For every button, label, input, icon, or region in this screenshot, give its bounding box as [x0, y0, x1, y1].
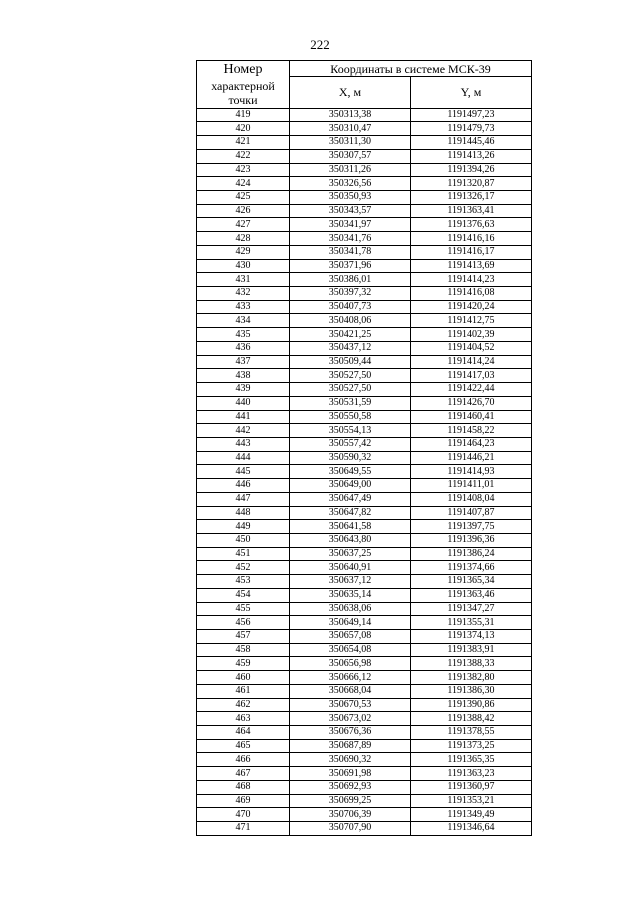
point-number-cell: 433: [197, 300, 290, 314]
table-row: [197, 479, 532, 493]
x-coordinate-cell: 350590,32: [290, 451, 411, 465]
y-coordinate-cell: 1191417,03: [411, 369, 532, 383]
y-coordinate-cell: 1191388,42: [411, 712, 532, 726]
y-coordinate-cell: 1191408,04: [411, 492, 532, 506]
coordinates-table: [196, 60, 532, 836]
point-number-cell: 447: [197, 492, 290, 506]
x-coordinate-cell: 350343,57: [290, 204, 411, 218]
point-number-cell: 440: [197, 396, 290, 410]
y-column-header: Y, м: [411, 77, 532, 108]
table-row: [197, 643, 532, 657]
y-coordinate-cell: 1191445,46: [411, 136, 532, 150]
table-row: [197, 341, 532, 355]
table-row: [197, 575, 532, 589]
x-coordinate-cell: 350341,78: [290, 245, 411, 259]
point-number-cell: 453: [197, 575, 290, 589]
point-number-header: [197, 61, 290, 109]
y-coordinate-cell: 1191407,87: [411, 506, 532, 520]
y-coordinate-cell: 1191349,49: [411, 808, 532, 822]
x-coordinate-cell: 350647,82: [290, 506, 411, 520]
x-coordinate-cell: 350666,12: [290, 671, 411, 685]
table-row: [197, 794, 532, 808]
x-coordinate-cell: 350670,53: [290, 698, 411, 712]
x-coordinate-cell: 350706,39: [290, 808, 411, 822]
y-coordinate-cell: 1191414,24: [411, 355, 532, 369]
table-row: [197, 588, 532, 602]
x-coordinate-cell: 350638,06: [290, 602, 411, 616]
table-row: [197, 561, 532, 575]
x-coordinate-cell: 350690,32: [290, 753, 411, 767]
y-coordinate-cell: 1191374,13: [411, 630, 532, 644]
table-row: [197, 698, 532, 712]
point-number-cell: 429: [197, 245, 290, 259]
y-coordinate-cell: 1191383,91: [411, 643, 532, 657]
table-row: [197, 657, 532, 671]
point-number-cell: 434: [197, 314, 290, 328]
table-row: [197, 739, 532, 753]
y-coordinate-cell: 1191326,17: [411, 191, 532, 205]
table-row: [197, 204, 532, 218]
point-number-cell: 448: [197, 506, 290, 520]
point-number-cell: 419: [197, 108, 290, 122]
x-coordinate-cell: 350637,25: [290, 547, 411, 561]
table-row: [197, 684, 532, 698]
y-coordinate-cell: 1191397,75: [411, 520, 532, 534]
x-coordinate-cell: 350341,97: [290, 218, 411, 232]
x-coordinate-cell: 350311,30: [290, 136, 411, 150]
point-number-cell: 438: [197, 369, 290, 383]
point-number-cell: 428: [197, 232, 290, 246]
coordinate-system-header: Координаты в системе МСК-39: [290, 61, 532, 77]
table-row: [197, 767, 532, 781]
x-coordinate-cell: 350557,42: [290, 437, 411, 451]
point-number-cell: 436: [197, 341, 290, 355]
point-number-cell: 471: [197, 822, 290, 836]
table-row: [197, 712, 532, 726]
x-coordinate-cell: 350668,04: [290, 684, 411, 698]
x-coordinate-cell: 350649,55: [290, 465, 411, 479]
point-number-cell: 468: [197, 780, 290, 794]
point-number-cell: 462: [197, 698, 290, 712]
point-number-cell: 450: [197, 533, 290, 547]
x-coordinate-cell: 350437,12: [290, 341, 411, 355]
y-coordinate-cell: 1191479,73: [411, 122, 532, 136]
x-coordinate-cell: 350692,93: [290, 780, 411, 794]
table-row: [197, 300, 532, 314]
table-row: [197, 273, 532, 287]
x-coordinate-cell: 350656,98: [290, 657, 411, 671]
x-coordinate-cell: 350527,50: [290, 369, 411, 383]
point-number-cell: 465: [197, 739, 290, 753]
y-coordinate-cell: 1191363,41: [411, 204, 532, 218]
point-number-subtitle: характерной точки: [211, 79, 275, 107]
y-coordinate-cell: 1191404,52: [411, 341, 532, 355]
x-coordinate-cell: 350311,26: [290, 163, 411, 177]
x-coordinate-cell: 350307,57: [290, 149, 411, 163]
x-coordinate-cell: 350310,47: [290, 122, 411, 136]
y-coordinate-cell: 1191374,66: [411, 561, 532, 575]
table-row: [197, 410, 532, 424]
point-number-cell: 470: [197, 808, 290, 822]
y-coordinate-cell: 1191347,27: [411, 602, 532, 616]
x-coordinate-cell: 350654,08: [290, 643, 411, 657]
x-coordinate-cell: 350386,01: [290, 273, 411, 287]
x-coordinate-cell: 350643,80: [290, 533, 411, 547]
y-coordinate-cell: 1191460,41: [411, 410, 532, 424]
table-row: [197, 437, 532, 451]
y-coordinate-cell: 1191413,26: [411, 149, 532, 163]
table-row: [197, 451, 532, 465]
y-coordinate-cell: 1191416,16: [411, 232, 532, 246]
point-number-cell: 431: [197, 273, 290, 287]
point-number-cell: 463: [197, 712, 290, 726]
x-coordinate-cell: 350407,73: [290, 300, 411, 314]
point-number-cell: 459: [197, 657, 290, 671]
table-row: [197, 314, 532, 328]
table-row: [197, 492, 532, 506]
y-coordinate-cell: 1191464,23: [411, 437, 532, 451]
table-row: [197, 533, 532, 547]
x-column-header: X, м: [290, 77, 411, 108]
table-row: [197, 108, 532, 122]
y-coordinate-cell: 1191353,21: [411, 794, 532, 808]
x-coordinate-cell: 350649,00: [290, 479, 411, 493]
x-coordinate-cell: 350408,06: [290, 314, 411, 328]
y-coordinate-cell: 1191382,80: [411, 671, 532, 685]
x-coordinate-cell: 350673,02: [290, 712, 411, 726]
table-row: [197, 630, 532, 644]
x-coordinate-cell: 350691,98: [290, 767, 411, 781]
y-coordinate-cell: 1191422,44: [411, 383, 532, 397]
table-row: [197, 287, 532, 301]
y-coordinate-cell: 1191420,24: [411, 300, 532, 314]
table-row: [197, 232, 532, 246]
table-row: [197, 259, 532, 273]
point-number-cell: 432: [197, 287, 290, 301]
point-number-cell: 464: [197, 726, 290, 740]
table-row: [197, 780, 532, 794]
y-coordinate-cell: 1191360,97: [411, 780, 532, 794]
x-coordinate-cell: 350550,58: [290, 410, 411, 424]
y-coordinate-cell: 1191458,22: [411, 424, 532, 438]
point-number-cell: 441: [197, 410, 290, 424]
table-row: [197, 547, 532, 561]
table-row: [197, 177, 532, 191]
table-row: [197, 191, 532, 205]
table-row: [197, 122, 532, 136]
x-coordinate-cell: 350641,58: [290, 520, 411, 534]
y-coordinate-cell: 1191386,30: [411, 684, 532, 698]
y-coordinate-cell: 1191346,64: [411, 822, 532, 836]
y-coordinate-cell: 1191414,23: [411, 273, 532, 287]
point-number-cell: 444: [197, 451, 290, 465]
point-number-cell: 439: [197, 383, 290, 397]
x-coordinate-cell: 350637,12: [290, 575, 411, 589]
point-number-cell: 452: [197, 561, 290, 575]
y-coordinate-cell: 1191402,39: [411, 328, 532, 342]
point-number-cell: 454: [197, 588, 290, 602]
y-coordinate-cell: 1191426,70: [411, 396, 532, 410]
x-coordinate-cell: 350341,76: [290, 232, 411, 246]
point-number-cell: 461: [197, 684, 290, 698]
table-row: [197, 396, 532, 410]
table-row: [197, 163, 532, 177]
x-coordinate-cell: 350699,25: [290, 794, 411, 808]
table-row: [197, 671, 532, 685]
table-row: [197, 726, 532, 740]
y-coordinate-cell: 1191416,17: [411, 245, 532, 259]
table-row: [197, 355, 532, 369]
point-number-cell: 446: [197, 479, 290, 493]
table-row: [197, 218, 532, 232]
y-coordinate-cell: 1191446,21: [411, 451, 532, 465]
y-coordinate-cell: 1191355,31: [411, 616, 532, 630]
y-coordinate-cell: 1191396,36: [411, 533, 532, 547]
point-number-cell: 427: [197, 218, 290, 232]
y-coordinate-cell: 1191365,34: [411, 575, 532, 589]
point-number-cell: 469: [197, 794, 290, 808]
table-row: [197, 369, 532, 383]
y-coordinate-cell: 1191320,87: [411, 177, 532, 191]
point-number-cell: 458: [197, 643, 290, 657]
point-number-cell: 456: [197, 616, 290, 630]
y-coordinate-cell: 1191373,25: [411, 739, 532, 753]
table-row: [197, 465, 532, 479]
point-number-cell: 426: [197, 204, 290, 218]
y-coordinate-cell: 1191413,69: [411, 259, 532, 273]
point-number-cell: 422: [197, 149, 290, 163]
point-number-cell: 424: [197, 177, 290, 191]
x-coordinate-cell: 350397,32: [290, 287, 411, 301]
point-number-cell: 430: [197, 259, 290, 273]
point-number-cell: 425: [197, 191, 290, 205]
table-body: [197, 108, 532, 835]
y-coordinate-cell: 1191365,35: [411, 753, 532, 767]
table-row: [197, 424, 532, 438]
y-coordinate-cell: 1191388,33: [411, 657, 532, 671]
x-coordinate-cell: 350509,44: [290, 355, 411, 369]
y-coordinate-cell: 1191378,55: [411, 726, 532, 740]
x-coordinate-cell: 350531,59: [290, 396, 411, 410]
page-number: 222: [310, 37, 330, 52]
table-row: [197, 822, 532, 836]
table-row: [197, 506, 532, 520]
x-coordinate-cell: 350707,90: [290, 822, 411, 836]
x-coordinate-cell: 350421,25: [290, 328, 411, 342]
y-coordinate-cell: 1191394,26: [411, 163, 532, 177]
point-number-cell: 435: [197, 328, 290, 342]
point-number-cell: 467: [197, 767, 290, 781]
x-coordinate-cell: 350687,89: [290, 739, 411, 753]
y-coordinate-cell: 1191414,93: [411, 465, 532, 479]
y-coordinate-cell: 1191363,46: [411, 588, 532, 602]
point-number-cell: 437: [197, 355, 290, 369]
point-number-cell: 420: [197, 122, 290, 136]
x-coordinate-cell: 350676,36: [290, 726, 411, 740]
x-coordinate-cell: 350313,38: [290, 108, 411, 122]
point-number-cell: 421: [197, 136, 290, 150]
y-coordinate-cell: 1191411,01: [411, 479, 532, 493]
point-number-title: Номер: [223, 62, 263, 77]
y-coordinate-cell: 1191376,63: [411, 218, 532, 232]
y-coordinate-cell: 1191412,75: [411, 314, 532, 328]
table-row: [197, 136, 532, 150]
y-coordinate-cell: 1191497,23: [411, 108, 532, 122]
table-row: [197, 245, 532, 259]
point-number-cell: 442: [197, 424, 290, 438]
x-coordinate-cell: 350371,96: [290, 259, 411, 273]
y-coordinate-cell: 1191390,86: [411, 698, 532, 712]
point-number-cell: 449: [197, 520, 290, 534]
point-number-cell: 443: [197, 437, 290, 451]
x-coordinate-cell: 350657,08: [290, 630, 411, 644]
y-coordinate-cell: 1191363,23: [411, 767, 532, 781]
y-coordinate-cell: 1191416,08: [411, 287, 532, 301]
x-coordinate-cell: 350647,49: [290, 492, 411, 506]
x-coordinate-cell: 350527,50: [290, 383, 411, 397]
point-number-cell: 455: [197, 602, 290, 616]
x-coordinate-cell: 350635,14: [290, 588, 411, 602]
table-row: [197, 383, 532, 397]
x-coordinate-cell: 350350,93: [290, 191, 411, 205]
table-row: [197, 149, 532, 163]
point-number-cell: 457: [197, 630, 290, 644]
point-number-cell: 451: [197, 547, 290, 561]
table-row: [197, 602, 532, 616]
point-number-cell: 423: [197, 163, 290, 177]
y-coordinate-cell: 1191386,24: [411, 547, 532, 561]
x-coordinate-cell: 350640,91: [290, 561, 411, 575]
table-row: [197, 328, 532, 342]
table-row: [197, 616, 532, 630]
table-row: [197, 753, 532, 767]
point-number-cell: 460: [197, 671, 290, 685]
table-row: [197, 520, 532, 534]
table-row: [197, 808, 532, 822]
point-number-cell: 466: [197, 753, 290, 767]
x-coordinate-cell: 350326,56: [290, 177, 411, 191]
x-coordinate-cell: 350649,14: [290, 616, 411, 630]
point-number-cell: 445: [197, 465, 290, 479]
x-coordinate-cell: 350554,13: [290, 424, 411, 438]
